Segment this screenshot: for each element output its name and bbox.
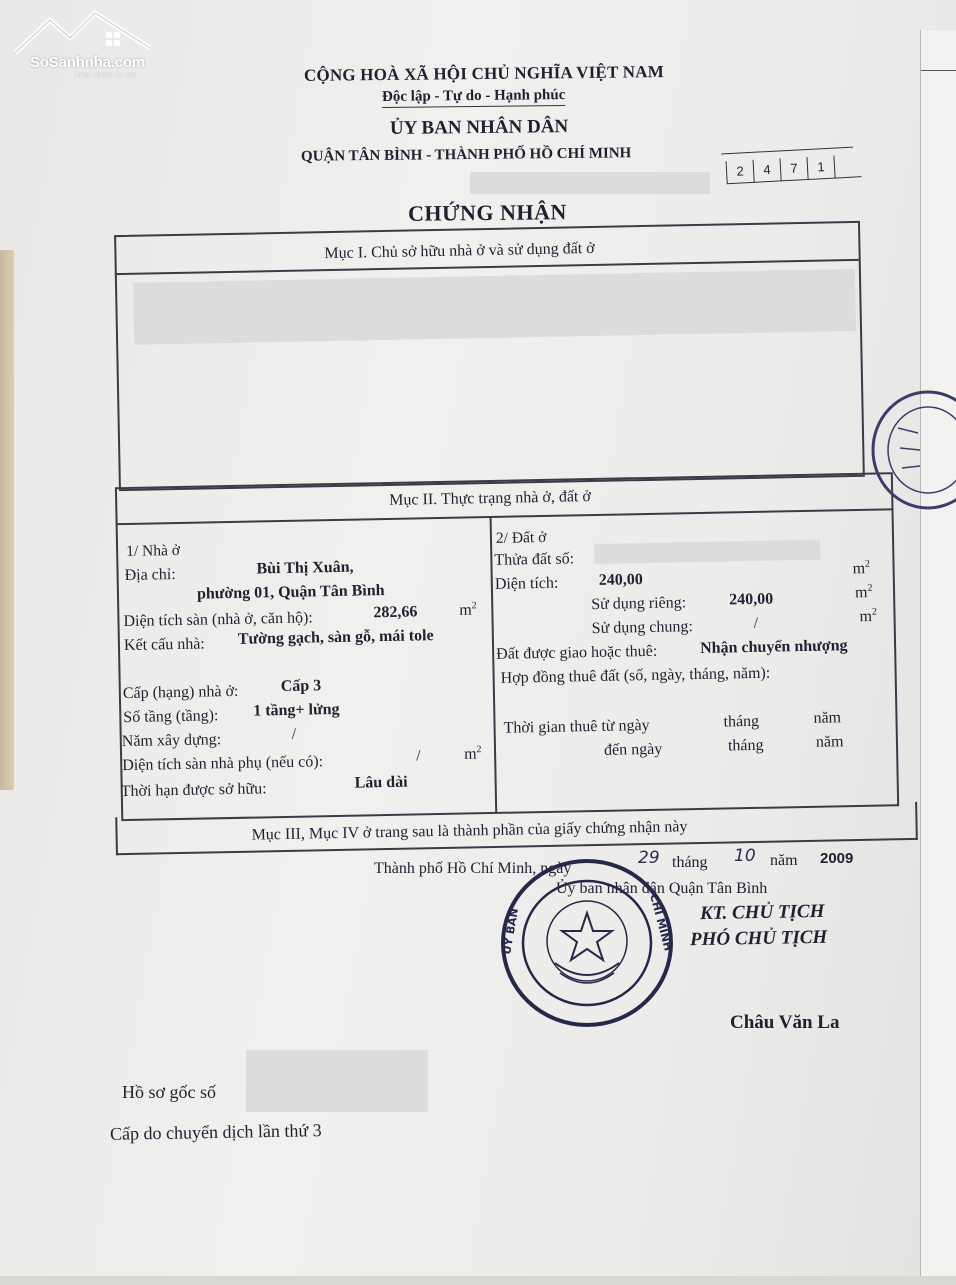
serial-digit: 2 [726, 160, 754, 184]
svg-text:CHI MINH: CHI MINH [647, 892, 675, 953]
file-number-label: Hồ sơ gốc số [122, 1082, 217, 1102]
floors-value: 1 tầng+ lửng [253, 700, 340, 720]
lease-contract-label: Hợp đồng thuê đất (số, ngày, tháng, năm): [500, 664, 771, 687]
floor-area-value: 282,66 [373, 603, 418, 622]
allocation-label: Đất được giao hoặc thuê: [496, 642, 658, 663]
land-area-unit: $m^2$ [852, 558, 871, 578]
section2-title: Mục II. Thực trạng nhà ở, đất ở [389, 488, 592, 509]
sign-month: 10 [734, 846, 756, 866]
structure-label: Kết cấu nhà: [123, 635, 205, 655]
aux-area-unit: $m^2$ [463, 744, 482, 763]
land-area-label: Diện tích: [494, 574, 559, 593]
committee-name: Ủy ban nhân dân Quận Tân Bình [556, 880, 768, 897]
lease-from-label: Thời gian thuê từ ngày [503, 716, 650, 737]
address-label: Địa chỉ: [124, 566, 176, 585]
address-line2: phường 01, Quận Tân Bình [196, 582, 385, 603]
sign-year-label: năm [770, 852, 798, 869]
sign-year: 2009 [820, 850, 854, 867]
watermark-tagline: Great choice for you [74, 72, 138, 79]
issuing-authority: ỦY BAN NHÂN DÂN [389, 116, 569, 139]
place-date-prefix: Thành phố Hồ Chí Minh, ngày [374, 860, 572, 877]
issuing-authority-area: QUẬN TÂN BÌNH - THÀNH PHỐ HỒ CHÍ MINH [300, 145, 632, 165]
address-line1: Bùi Thị Xuân, [256, 558, 354, 578]
year-built-value: / [291, 725, 297, 743]
year-built-label: Năm xây dựng: [121, 731, 222, 751]
lease-from-month-label: tháng [723, 712, 760, 731]
sign-day: 29 [638, 848, 660, 868]
floor-area-unit: $m^2$ [459, 600, 477, 619]
floors-label: Số tầng (tầng): [123, 707, 219, 727]
shared-use-unit: $m^2$ [859, 606, 878, 626]
section1-title: Mục I. Chủ sở hữu nhà ở và sử dụng đất ở [324, 239, 595, 263]
national-motto: Độc lập - Tự do - Hạnh phúc [381, 87, 566, 105]
lease-to-year-label: năm [815, 733, 844, 751]
certificate-title: CHỨNG NHẬN [407, 199, 567, 226]
sign-month-label: tháng [672, 854, 708, 871]
allocation-value: Nhận chuyển nhượng [699, 637, 848, 657]
private-use-value: 240,00 [729, 590, 774, 609]
house-heading: 1/ Nhà ở [125, 541, 181, 560]
signer-role-2: PHÓ CHỦ TỊCH [689, 926, 828, 951]
ownership-term-value: Lâu dài [354, 773, 408, 792]
private-use-unit: $m^2$ [854, 582, 873, 602]
redacted-file-number [246, 1050, 428, 1112]
lease-to-label: đến ngày [603, 740, 663, 759]
lease-from-year-label: năm [813, 709, 842, 727]
shared-use-label: Sử dụng chung: [591, 618, 693, 638]
shared-use-value: / [753, 614, 759, 632]
grade-value: Cấp 3 [280, 677, 322, 696]
signer-role-1: KT. CHỦ TỊCH [699, 900, 825, 925]
serial-digit: 7 [779, 157, 807, 181]
svg-text:UY BAN: UY BAN [500, 907, 522, 956]
grade-label: Cấp (hạng) nhà ở: [122, 682, 239, 703]
private-use-label: Sử dụng riêng: [591, 594, 687, 614]
signer-name: Châu Văn La [730, 1012, 840, 1033]
parcel-label: Thửa đất số: [494, 550, 575, 569]
floor-area-label: Diện tích sàn (nhà ở, căn hộ): [123, 609, 313, 631]
lease-to-month-label: tháng [727, 736, 764, 755]
national-title: CỘNG HOÀ XÃ HỘI CHỦ NGHĨA VIỆT NAM [303, 62, 664, 85]
land-heading: 2/ Đất ở [495, 528, 547, 547]
structure-value: Tường gạch, sàn gỗ, mái tole [237, 627, 434, 648]
serial-digit: 1 [806, 156, 834, 180]
official-seal-icon [500, 855, 675, 1030]
aux-area-value: / [415, 747, 421, 765]
partial-seal-icon [868, 388, 956, 518]
land-area-value: 240,00 [598, 571, 643, 589]
aux-area-label: Diện tích sàn nhà phụ (nếu có): [122, 753, 324, 775]
watermark-brand: SoSanhnha.com [30, 54, 145, 71]
section-footer-text: Mục III, Mục IV ở trang sau là thành phần của giấy chứng nhận này [251, 818, 688, 844]
serial-digit: 4 [753, 158, 781, 182]
reissue-note: Cấp do chuyển dịch lần thứ 3 [109, 1120, 322, 1144]
ownership-term-label: Thời hạn được sở hữu: [120, 780, 267, 801]
